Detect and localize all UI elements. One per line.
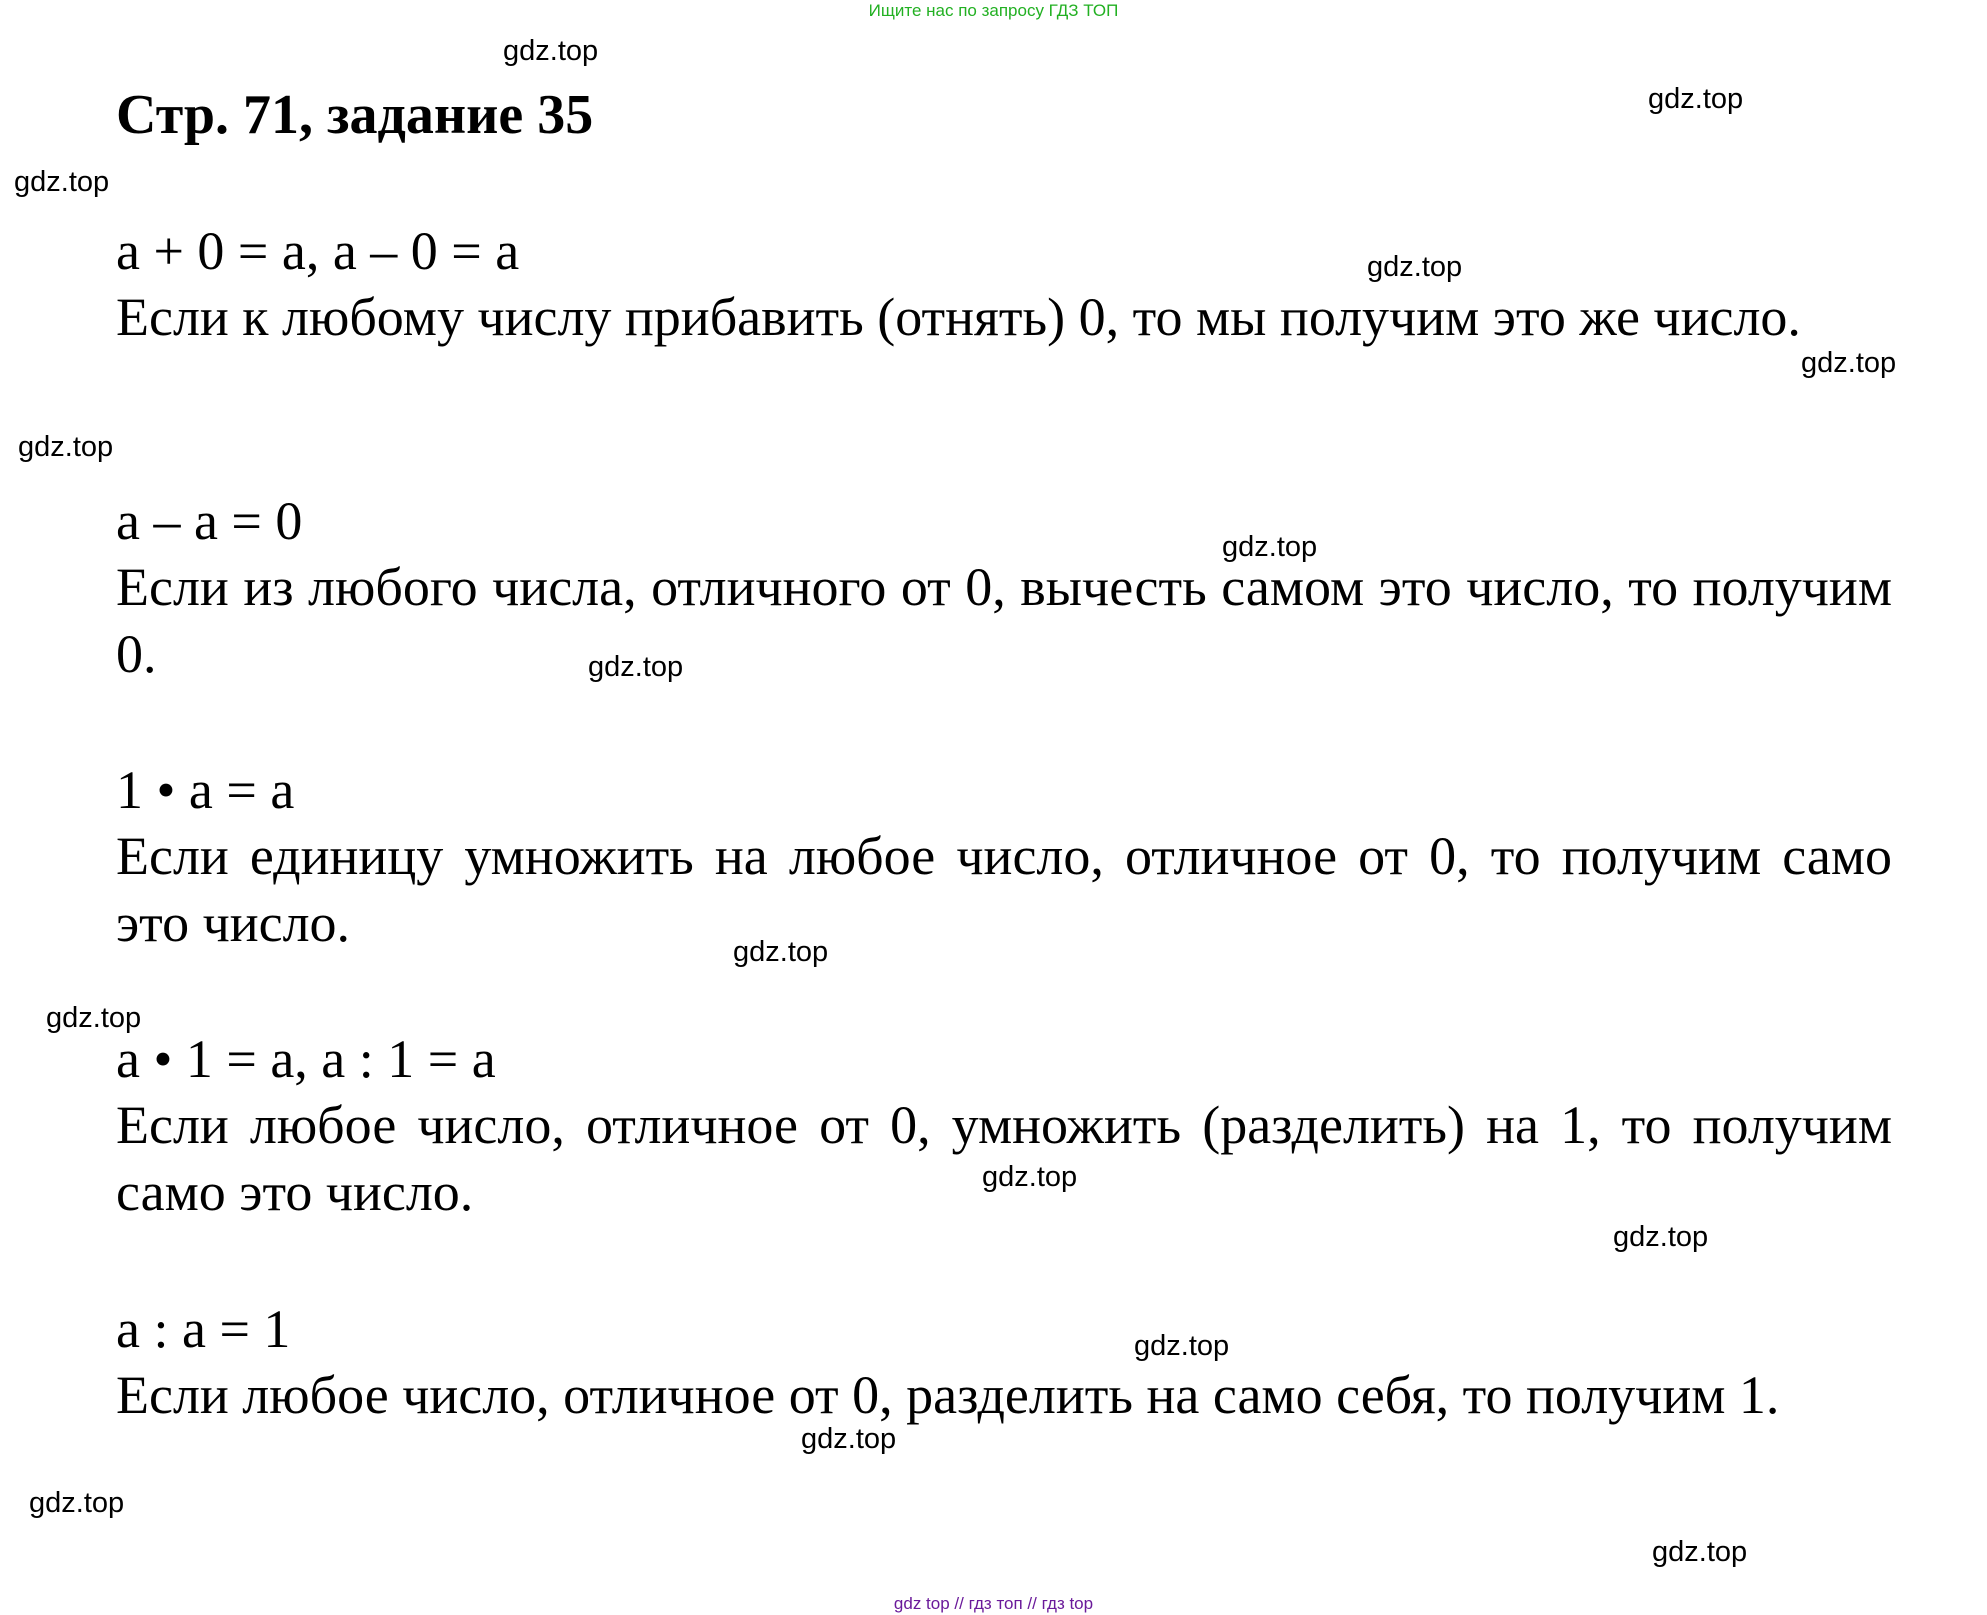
watermark: gdz.top — [29, 1487, 125, 1519]
formula: a : a = 1 — [116, 1299, 291, 1359]
rule-text: Если единицу умножить на любое число, отличное от 0, то получим само это число. — [116, 826, 1892, 953]
watermark: gdz.top — [1801, 347, 1897, 379]
watermark: gdz.top — [1648, 83, 1744, 115]
watermark: gdz.top — [503, 35, 599, 67]
watermark: gdz.top — [801, 1423, 897, 1455]
rule-text: Если из любого числа, отличного от 0, вычесть самом это число, то получим 0. — [116, 557, 1892, 684]
watermark: gdz.top — [1613, 1221, 1709, 1253]
watermark: gdz.top — [1222, 531, 1318, 563]
watermark: gdz.top — [14, 166, 110, 198]
rule-section — [116, 1026, 1892, 1226]
watermark: gdz.top — [1367, 251, 1463, 283]
watermark: gdz.top — [46, 1002, 142, 1034]
formula: a • 1 = a, a : 1 = a — [116, 1029, 496, 1089]
formula: a – a = 0 — [116, 491, 303, 551]
footer-text: gdz top // гдз топ // гдз top — [893, 1594, 1094, 1613]
formula: a + 0 = a, a – 0 = a — [116, 221, 520, 281]
rule-text: Если любое число, отличное от 0, умножить (разделить) на 1, то получим само это число. — [116, 1095, 1892, 1222]
top-banner: Ищите нас по запросу ГДЗ ТОП — [868, 1, 1119, 20]
rule-text: Если любое число, отличное от 0, разделить на само себя, то получим 1. — [116, 1365, 1780, 1425]
watermark: gdz.top — [1652, 1536, 1748, 1568]
watermark: gdz.top — [1134, 1330, 1230, 1362]
formula: 1 • a = a — [116, 760, 295, 820]
rule-section — [116, 1296, 1892, 1429]
rule-section — [116, 488, 1892, 688]
rule-section — [116, 757, 1892, 957]
rule-text: Если к любому числу прибавить (отнять) 0, то мы получим это же число. — [116, 287, 1801, 347]
page-title: Стр. 71, задание 35 — [116, 84, 594, 146]
rule-section — [116, 218, 1892, 351]
watermark: gdz.top — [733, 936, 829, 968]
watermark: gdz.top — [18, 431, 114, 463]
watermark: gdz.top — [982, 1161, 1078, 1193]
watermark: gdz.top — [588, 651, 684, 683]
